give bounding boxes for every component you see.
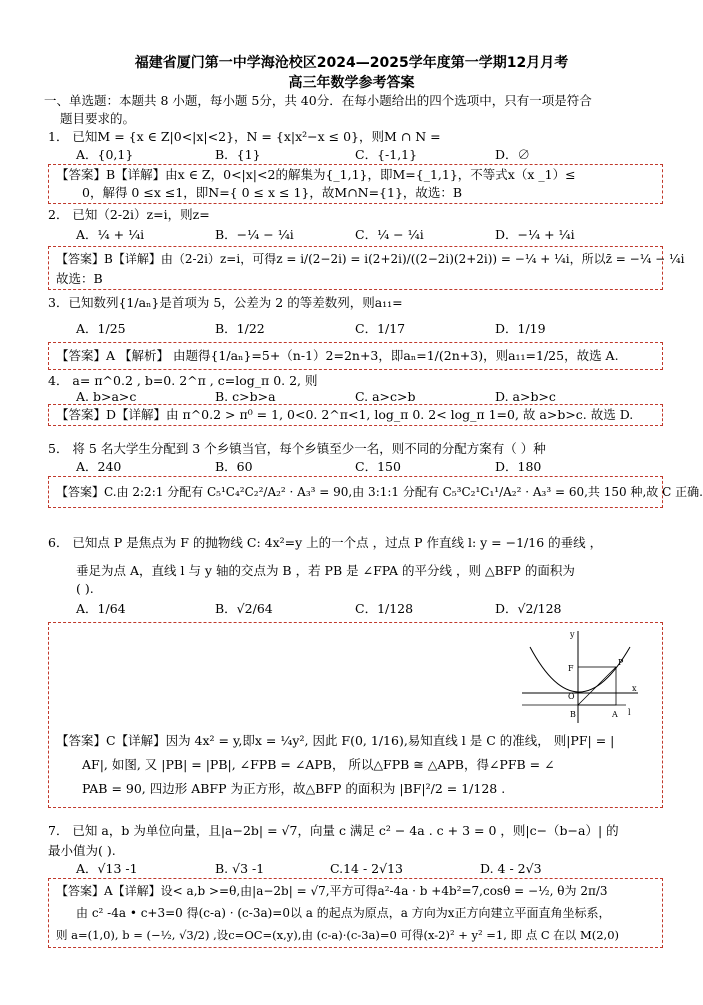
graph-label-x: x: [632, 684, 637, 693]
graph-label-b: B: [570, 710, 576, 719]
q4-stem: 4． a= π^0.2 , b=0. 2^π , c=log_π 0. 2, 则: [48, 373, 318, 388]
q3-answer-line1: 【答案】A 【解析】 由题得{1/aₙ}=5+（n-1）2=2n+3，即aₙ=1/(2n+3)，则a₁₁=1/25，故选 A.: [56, 348, 619, 363]
q6-option-a: A．1/64: [76, 601, 126, 616]
q7-option-a: A．√13 -1: [76, 861, 138, 876]
q6-stem-line2: 垂足为点 A，直线 l 与 y 轴的交点为 B ，若 PB 是 ∠FPA 的平分线 ，则 △BFP 的面积为: [76, 563, 575, 578]
q1-option-d: D．∅: [495, 147, 531, 162]
q2-option-c: C．¼ − ¼i: [355, 227, 424, 242]
q2-option-d: D．−¼ + ¼i: [495, 227, 575, 242]
q7-answer-line1: 【答案】A【详解】设< a,b >=θ,由|a−2b| = √7,平方可得a²-4a · b +4b²=7,cosθ = −½, θ为 2π/3: [56, 884, 608, 898]
q3-option-b: B．1/22: [215, 321, 265, 336]
exam-title: 福建省厦门第一中学海沧校区2024—2025学年度第一学期12月月考: [134, 55, 569, 71]
q2-answer-line2: 故选：B: [56, 271, 103, 286]
graph-label-y: y: [570, 630, 575, 639]
q3-option-d: D．1/19: [495, 321, 546, 336]
q2-stem: 2． 已知（2-2i）z=i，则z=: [48, 207, 210, 222]
q1-stem: 1． 已知M = {x ∈ Z|0<|x|<2}，N = {x|x²−x ≤ 0}，则M ∩ N =: [48, 129, 441, 144]
q5-option-b: B．60: [215, 459, 253, 474]
q6-answer-line3: PAB = 90, 四边形 ABFP 为正方形，故△BFP 的面积为 |BF|²/2 = 1/128 .: [82, 781, 506, 796]
q7-stem-line1: 7． 已知 a，b 为单位向量，且|a−2b| = √7，向量 c 满足 c² − 4a . c + 3 = 0 ，则|c−（b−a）| 的: [48, 823, 619, 838]
q2-answer-line1: 【答案】B【详解】由（2-2i）z=i，可得z = i/(2−2i) = i(2+2i)/((2−2i)(2+2i)) = −¼ + ¼i，所以z̄ = −¼ − ¼i: [56, 252, 685, 266]
section-heading-cont: 题目要求的。: [60, 111, 136, 126]
q7-option-c: C.14 - 2√13: [330, 861, 403, 876]
q1-option-a: A．{0,1}: [76, 147, 134, 162]
q1-option-b: B．{1}: [215, 147, 261, 162]
q5-option-a: A．240: [76, 459, 122, 474]
q7-stem-line2: 最小值为( ).: [48, 843, 116, 858]
section-heading: 一、单选题：本题共 8 小题，每小题 5分，共 40分．在每小题给出的四个选项中，只有一项是符合: [44, 93, 592, 108]
q4-option-d: D. a>b>c: [495, 389, 556, 404]
q3-option-a: A．1/25: [76, 321, 126, 336]
q7-answer-line2: 由 c² -4a • c+3=0 得(c-a) · (c-3a)=0以 a 的起点为原点，a 方向为x正方向建立平面直角坐标系，: [76, 906, 611, 920]
q4-answer-line1: 【答案】D【详解】由 π^0.2 > π⁰ = 1, 0<0. 2^π<1, log_π 0. 2< log_π 1=0, 故 a>b>c. 故选 D.: [56, 407, 634, 422]
q1-answer-line2: 0，解得 0 ≤x ≤1，即N={ 0 ≤ x ≤ 1}，故M∩N={1}，故选：B: [82, 185, 463, 200]
exam-subtitle: 高三年数学参考答案: [288, 75, 415, 91]
graph-label-f: F: [568, 664, 574, 673]
q6-stem-line3: ( ).: [76, 581, 94, 596]
q5-option-d: D．180: [495, 459, 542, 474]
graph-label-p: P: [618, 658, 624, 667]
q2-option-a: A．¼ + ¼i: [76, 227, 145, 242]
q7-option-b: B. √3 -1: [215, 861, 265, 876]
q7-option-d: D. 4 - 2√3: [480, 861, 542, 876]
q1-option-c: C．{-1,1}: [355, 147, 418, 162]
q3-stem: 3．已知数列{1/aₙ}是首项为 5，公差为 2 的等差数列，则a₁₁=: [48, 295, 403, 310]
q4-option-b: B. c>b>a: [215, 389, 276, 404]
q6-stem-line1: 6． 已知点 P 是焦点为 F 的抛物线 C: 4x²=y 上的一个点 ，过点 P 作直线 l: y = −1/16 的垂线 ，: [48, 535, 603, 550]
q7-answer-line3: 则 a=(1,0), b = (−½, √3/2) ,设c=OC=(x,y),由 (c-a)·(c-3a)=0 可得(x-2)² + y² =1, 即 点 C 在以 M(2,0): [56, 928, 619, 942]
graph-label-l: l: [628, 708, 631, 717]
q5-stem: 5． 将 5 名大学生分配到 3 个乡镇当官，每个乡镇至少一名，则不同的分配方案有（ ）种: [48, 441, 546, 456]
q6-answer-line2: AF|, 如图, 又 |PB| = |PB|, ∠FPB = ∠APB， 所以△FPB ≅ △APB，得∠PFB = ∠: [82, 757, 555, 772]
q4-option-c: C. a>c>b: [355, 389, 416, 404]
q5-answer-line1: 【答案】C.由 2:2:1 分配有 C₅¹C₄²C₂²/A₂² · A₃³ = 90,由 3:1:1 分配有 C₅³C₂¹C₁¹/A₂² · A₃³ = 60,共 150 种,故 C 正确.: [56, 485, 703, 499]
graph-label-o: O: [568, 692, 575, 701]
q6-option-b: B．√2/64: [215, 601, 273, 616]
q2-option-b: B．−¼ − ¼i: [215, 227, 294, 242]
graph-label-a: A: [612, 710, 618, 719]
q6-answer-line1: 【答案】C【详解】因为 4x² = y,即x = ¼y², 因此 F(0, 1/16),易知直线 l 是 C 的准线， 则|PF| = |: [56, 733, 615, 748]
q4-option-a: A. b>a>c: [76, 389, 137, 404]
q5-option-c: C．150: [355, 459, 401, 474]
q6-option-c: C．1/128: [355, 601, 414, 616]
q6-option-d: D．√2/128: [495, 601, 562, 616]
q3-option-c: C．1/17: [355, 321, 406, 336]
parabola-figure: [520, 627, 640, 725]
q1-answer-line1: 【答案】B【详解】由x ∈ Z，0<|x|<2的解集为{_1,1}，即M={_1,1}，不等式x（x _1）≤: [56, 167, 576, 182]
